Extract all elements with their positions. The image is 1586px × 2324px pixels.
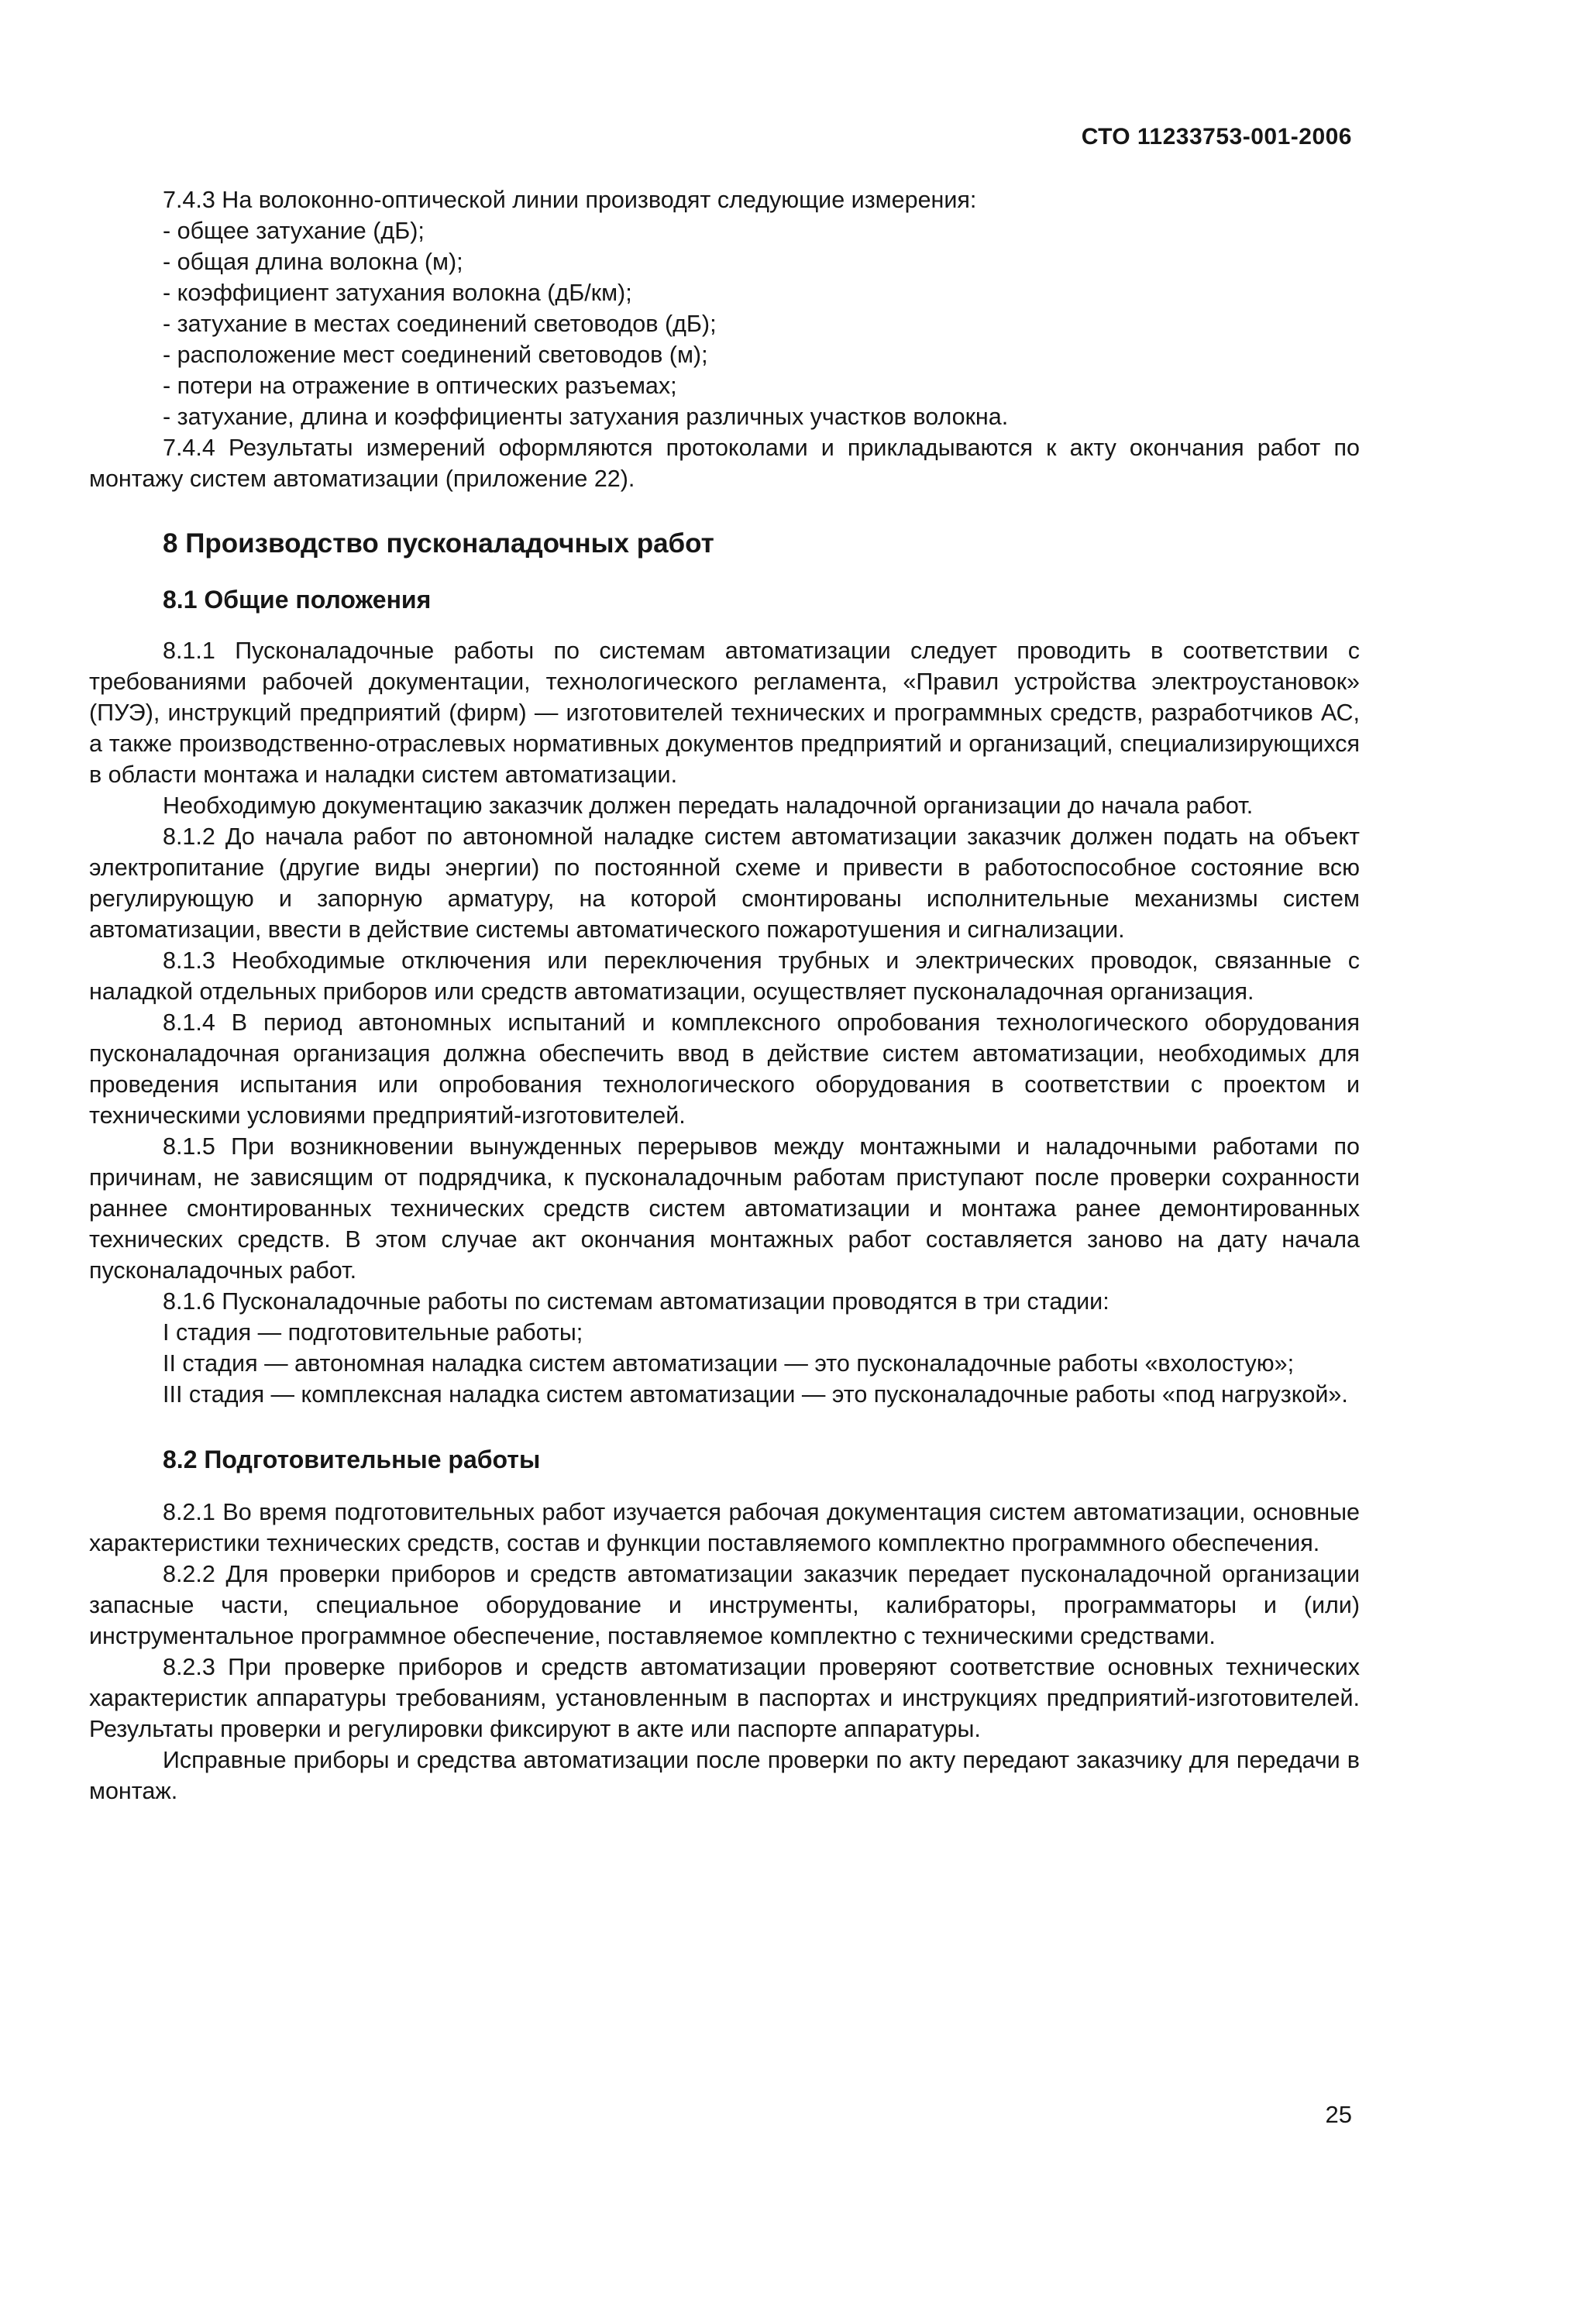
page-number: 25 bbox=[1325, 2101, 1352, 2128]
paragraph-8-2-3: 8.2.3 При проверке приборов и средств автоматизации проверяют соответствие основных технических характеристик аппаратуры требованиям, установленным в паспортах и инструкциях предприятий-изготовителей. Результаты проверки и регулировки фиксируют в акте или паспорте аппаратуры. bbox=[89, 1654, 1360, 1742]
paragraph-7-4-3-intro: 7.4.3 На волоконно-оптической линии производят следующие измерения: bbox=[163, 187, 977, 213]
list-item: - затухание в местах соединений световодов (дБ); bbox=[163, 311, 717, 337]
paragraph-7-4-4: 7.4.4 Результаты измерений оформляются протоколами и прикладываются к акту окончания работ по монтажу систем автоматизации (приложение 22). bbox=[89, 435, 1360, 492]
section-8-2-heading: 8.2 Подготовительные работы bbox=[163, 1446, 541, 1473]
page-content bbox=[89, 184, 1360, 1807]
list-item: - затухание, длина и коэффициенты затухания различных участков волокна. bbox=[163, 404, 1009, 430]
paragraph-8-1-2: 8.1.2 До начала работ по автономной наладке систем автоматизации заказчик должен подать на объект электропитание (другие виды энергии) по постоянной схеме и привести в работоспособное состояние всю регулирующую и запорную арматуру, на которой смонтированы исполнительные механизмы систем автоматизации, ввести в действие системы автоматического пожаротушения и сигнализации. bbox=[89, 823, 1360, 943]
section-8-heading: 8 Производство пусконаладочных работ bbox=[163, 528, 714, 559]
paragraph-8-2-3b: Исправные приборы и средства автоматизации после проверки по акту передают заказчику для передачи в монтаж. bbox=[89, 1747, 1360, 1804]
stage-3: III стадия — комплексная наладка систем автоматизации — это пусконаладочные работы «под нагрузкой». bbox=[163, 1381, 1348, 1408]
stage-1: I стадия — подготовительные работы; bbox=[163, 1319, 583, 1346]
list-item: - общее затухание (дБ); bbox=[163, 218, 425, 244]
paragraph-8-1-1b: Необходимую документацию заказчик должен передать наладочной организации до начала работ. bbox=[163, 792, 1254, 819]
section-8-1-heading: 8.1 Общие положения bbox=[163, 586, 432, 614]
list-item: - расположение мест соединений световодов (м); bbox=[163, 342, 708, 368]
paragraph-8-2-2: 8.2.2 Для проверки приборов и средств автоматизации заказчик передает пусконаладочной организации запасные части, специальное оборудование и инструменты, калибраторы, программаторы и (или) инструментальное программное обеспечение, поставляемое комплектно с техническими средствами. bbox=[89, 1561, 1360, 1649]
list-item: - общая длина волокна (м); bbox=[163, 249, 463, 275]
list-item: - коэффициент затухания волокна (дБ/км); bbox=[163, 280, 632, 306]
paragraph-8-1-4: 8.1.4 В период автономных испытаний и комплексного опробования технологического оборудования пусконаладочная организация должна обеспечить ввод в действие систем автоматизации, необходимых для проведения испытания или опробования технологического оборудования в соответствии с проектом и техническими условиями предприятий-изготовителей. bbox=[89, 1009, 1360, 1129]
paragraph-8-1-6: 8.1.6 Пусконаладочные работы по системам автоматизации проводятся в три стадии: bbox=[163, 1288, 1110, 1315]
list-item: - потери на отражение в оптических разъемах; bbox=[163, 373, 677, 399]
stage-2: II стадия — автономная наладка систем автоматизации — это пусконаладочные работы «вхолостую»; bbox=[163, 1350, 1295, 1377]
paragraph-8-2-1: 8.2.1 Во время подготовительных работ изучается рабочая документация систем автоматизации, основные характеристики технических средств, состав и функции поставляемого комплектно программного обеспечения. bbox=[89, 1499, 1360, 1556]
paragraph-8-1-1: 8.1.1 Пусконаладочные работы по системам автоматизации следует проводить в соответствии с требованиями рабочей документации, технологического регламента, «Правил устройства электроустановок» (ПУЭ), инструкций предприятий (фирм) — изготовителей технических и программных средств, разработчиков АС, а также производственно-отраслевых нормативных документов предприятий и организаций, специализирующихся в области монтажа и наладки систем автоматизации. bbox=[89, 638, 1360, 788]
paragraph-8-1-5: 8.1.5 При возникновении вынужденных перерывов между монтажными и наладочными работами по причинам, не зависящим от подрядчика, к пусконаладочным работам приступают после проверки сохранности раннее смонтированных технических средств систем автоматизации и монтажа ранее демонтированных технических средств. В этом случае акт окончания монтажных работ составляется заново на дату начала пусконаладочных работ. bbox=[89, 1133, 1360, 1284]
document-code: СТО 11233753-001-2006 bbox=[1081, 124, 1352, 150]
paragraph-8-1-3: 8.1.3 Необходимые отключения или переключения трубных и электрических проводок, связанные с наладкой отдельных приборов или средств автоматизации, осуществляет пусконаладочная организация. bbox=[89, 947, 1360, 1005]
